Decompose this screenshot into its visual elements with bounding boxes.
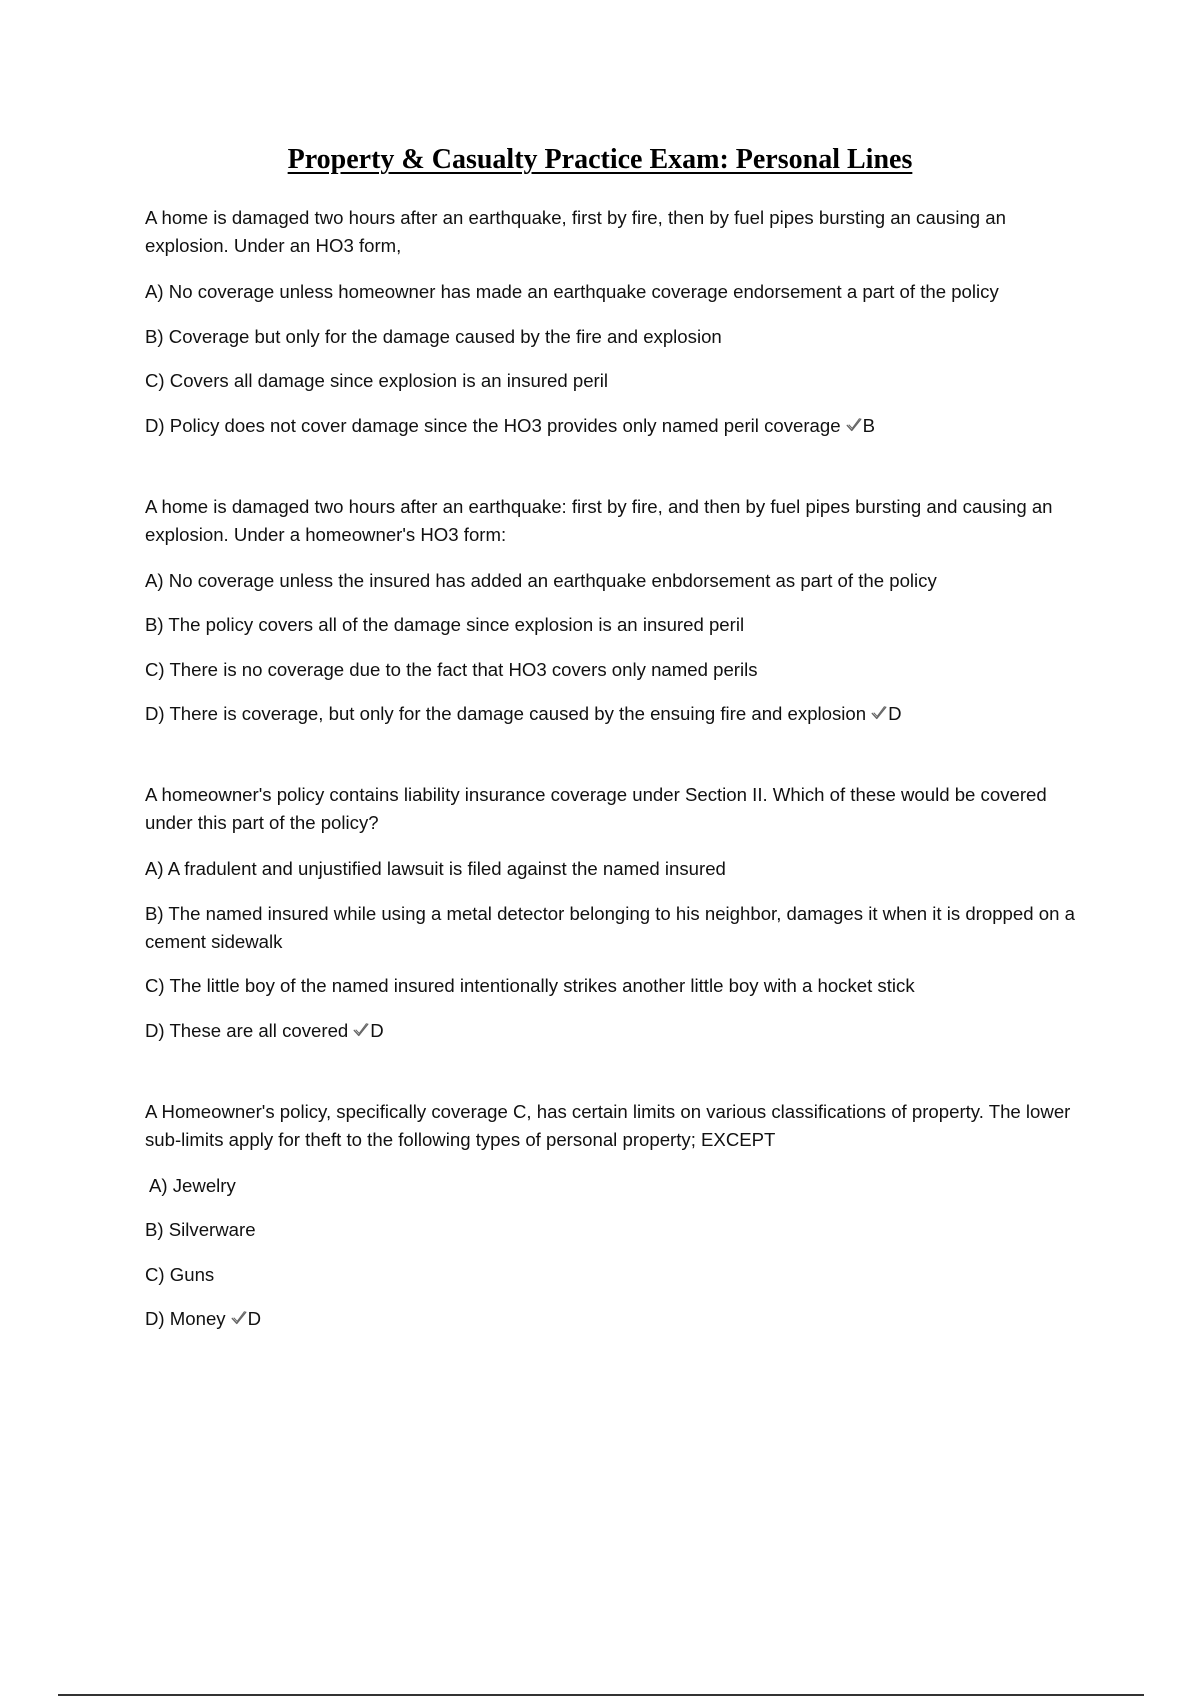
answer-option-c: C) There is no coverage due to the fact that HO3 covers only named perils — [145, 658, 758, 680]
answer-option-b: B) Coverage but only for the damage caused by the fire and explosion — [145, 325, 722, 347]
question-3 — [145, 781, 1090, 1045]
answer-option-b: B) The named insured while using a metal detector belonging to his neighbor, damages it when it is dropped on a cement sidewalk — [145, 902, 1075, 952]
check-mark-icon — [870, 704, 888, 722]
answer-option-text: D) Money — [145, 1308, 226, 1329]
question-text: A homeowner's policy contains liability insurance coverage under Section II. Which of these would be covered under this part of the policy? — [145, 784, 1047, 833]
check-mark-icon — [352, 1021, 370, 1039]
answer-option-a: A) Jewelry — [149, 1174, 236, 1196]
answer-option-b: B) The policy covers all of the damage since explosion is an insured peril — [145, 614, 745, 635]
footer-divider — [58, 1694, 1144, 1696]
check-mark-icon — [230, 1309, 248, 1327]
question-1 — [145, 204, 1090, 440]
question-2 — [145, 493, 1090, 729]
question-list — [145, 204, 1090, 1333]
answer-option-c: C) Covers all damage since explosion is an insured peril — [145, 370, 609, 391]
answer-option-text: D) Policy does not cover damage since the HO3 provides only named peril coverage — [145, 414, 841, 436]
answer-option-d — [145, 700, 1090, 728]
check-mark-icon — [845, 416, 863, 434]
answer-option-text: D) These are all covered — [145, 1019, 349, 1041]
answer-option-c: C) Guns — [145, 1263, 215, 1285]
correct-answer: D — [370, 1019, 384, 1041]
correct-answer: B — [862, 414, 875, 436]
question-text: A home is damaged two hours after an earthquake, first by fire, then by fuel pipes bursting an causing an explosion. Under an HO3 form, — [145, 207, 1006, 256]
correct-answer: D — [888, 703, 902, 724]
answer-option-b: B) Silverware — [145, 1219, 256, 1240]
answer-option-d — [145, 1017, 1090, 1045]
correct-answer: D — [247, 1308, 262, 1329]
answer-option-c: C) The little boy of the named insured intentionally strikes another little boy with a hocket stick — [145, 975, 915, 996]
answer-option-text: D) There is coverage, but only for the damage caused by the ensuing fire and explosion — [145, 703, 867, 724]
answer-option-a: A) No coverage unless the insured has added an earthquake enbdorsement as part of the policy — [145, 569, 937, 591]
answer-option-d — [145, 1305, 1090, 1333]
question-text: A Homeowner's policy, specifically coverage C, has certain limits on various classifications of property. The lower sub-limits apply for theft to the following types of personal property; EXCEPT — [145, 1100, 1071, 1150]
answer-option-d — [145, 412, 1090, 440]
question-4 — [145, 1098, 1090, 1334]
question-text: A home is damaged two hours after an earthquake: first by fire, and then by fuel pipes bursting and causing an explosion. Under a homeowner's HO3 form: — [145, 495, 1053, 545]
answer-option-a: A) A fradulent and unjustified lawsuit is filed against the named insured — [145, 858, 726, 879]
answer-option-a: A) No coverage unless homeowner has made an earthquake coverage endorsement a part of the policy — [145, 281, 999, 302]
page-title: Property & Casualty Practice Exam: Personal Lines — [287, 144, 913, 175]
